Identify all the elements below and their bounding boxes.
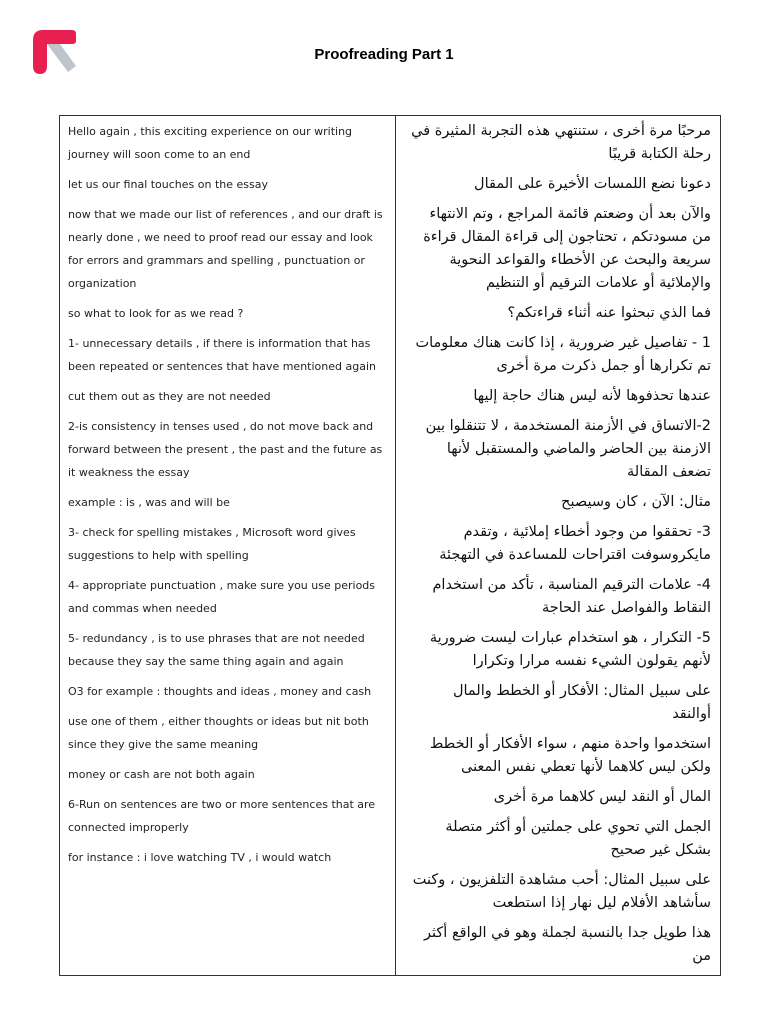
english-paragraph: let us our final touches on the essay: [68, 178, 269, 191]
english-paragraph: 3- check for spelling mistakes , Microsoft word gives suggestions to help with spelling: [68, 526, 356, 562]
arabic-paragraph: فما الذي تبحثوا عنه أثناء قراءتكم؟: [507, 305, 711, 321]
arabic-paragraph: على سبيل المثال: أحب مشاهدة التلفزيون ، وكنت سأشاهد الأفلام ليل نهار إذا استطعت: [412, 872, 711, 911]
english-paragraph: 1- unnecessary details , if there is information that has been repeated or sentences that have mentioned again: [68, 337, 376, 373]
document-title: Proofreading Part 1: [314, 46, 454, 63]
english-paragraph: so what to look for as we read ?: [68, 307, 244, 320]
arabic-paragraph: المال أو النقد ليس كلاهما مرة أخرى: [493, 789, 711, 805]
arabic-paragraph: مرحبًا مرة أخرى ، ستنتهي هذه التجربة المثيرة في رحلة الكتابة قريبًا: [411, 123, 711, 162]
english-column: [60, 116, 396, 976]
arabic-paragraph: 1 - تفاصيل غير ضرورية ، إذا كانت هناك معلومات تم تكرارها أو جمل ذكرت مرة أخرى: [415, 335, 711, 374]
english-paragraph: money or cash are not both again: [68, 768, 255, 781]
bilingual-table: [59, 115, 721, 976]
english-paragraph: 2-is consistency in tenses used , do not move back and forward between the present , the past and the future as it weakness the essay: [68, 420, 383, 479]
arabic-paragraph: 3- تحققوا من وجود أخطاء إملائية ، وتقدم مايكروسوفت اقتراحات للمساعدة في التهجئة: [439, 524, 711, 563]
english-paragraph: 6-Run on sentences are two or more sentences that are connected improperly: [68, 798, 376, 834]
arabic-column: [396, 116, 721, 976]
arabic-paragraph: 2-الاتساق في الأزمنة المستخدمة ، لا تتنقلوا بين الازمنة بين الحاضر والماضي والمستقبل لأنها تضعف المقالة: [425, 418, 711, 480]
english-paragraph: now that we made our list of references , and our draft is nearly done , we need to proof read our essay and look for errors and grammars and spelling , punctuation or organization: [68, 208, 383, 290]
english-paragraph: 4- appropriate punctuation , make sure you use periods and commas when needed: [68, 579, 376, 615]
arabic-paragraph: مثال: الآن ، كان وسيصبح: [561, 494, 711, 510]
table-row: [60, 116, 721, 976]
arabic-paragraph: 4- علامات الترقيم المناسبة ، تأكد من استخدام النقاط والفواصل عند الحاجة: [432, 577, 711, 616]
arabic-paragraph: دعونا نضع اللمسات الأخيرة على المقال: [474, 176, 711, 192]
english-paragraph: cut them out as they are not needed: [68, 390, 271, 403]
arabic-paragraph: استخدموا واحدة منهم ، سواء الأفكار أو الخطط ولكن ليس كلاهما لأنها تعطي نفس المعنى: [429, 736, 711, 775]
arabic-paragraph: والآن بعد أن وضعتم قائمة المراجع ، وتم الانتهاء من مسودتكم ، تحتاجون إلى قراءة المقال قراءة سريعة والبحث عن الأخطاء والقواعد النحوية والإملائية أو علامات الترقيم أو التنظيم: [423, 206, 711, 291]
english-paragraph: O3 for example : thoughts and ideas , money and cash: [68, 685, 372, 698]
arabic-paragraph: 5- التكرار ، هو استخدام عبارات ليست ضرورية لأنهم يقولون الشيء نفسه مرارا وتكرارا: [429, 630, 711, 669]
english-paragraph: for instance : i love watching TV , i would watch: [68, 851, 332, 864]
english-paragraph: use one of them , either thoughts or ideas but nit both since they give the same meaning: [68, 715, 369, 751]
arabic-paragraph: عندها تحذفوها لأنه ليس هناك حاجة إليها: [473, 388, 711, 404]
english-paragraph: Hello again , this exciting experience on our writing journey will soon come to an end: [68, 125, 353, 161]
arabic-paragraph: الجمل التي تحوي على جملتين أو أكثر متصلة بشكل غير صحيح: [445, 819, 711, 858]
english-paragraph: 5- redundancy , is to use phrases that are not needed because they say the same thing again and again: [68, 632, 365, 668]
arabic-paragraph: هذا طويل جدا بالنسبة لجملة وهو في الواقع أكثر من: [424, 925, 711, 964]
english-paragraph: example : is , was and will be: [68, 496, 230, 509]
arabic-paragraph: على سبيل المثال: الأفكار أو الخطط والمال أوالنقد: [452, 683, 711, 722]
